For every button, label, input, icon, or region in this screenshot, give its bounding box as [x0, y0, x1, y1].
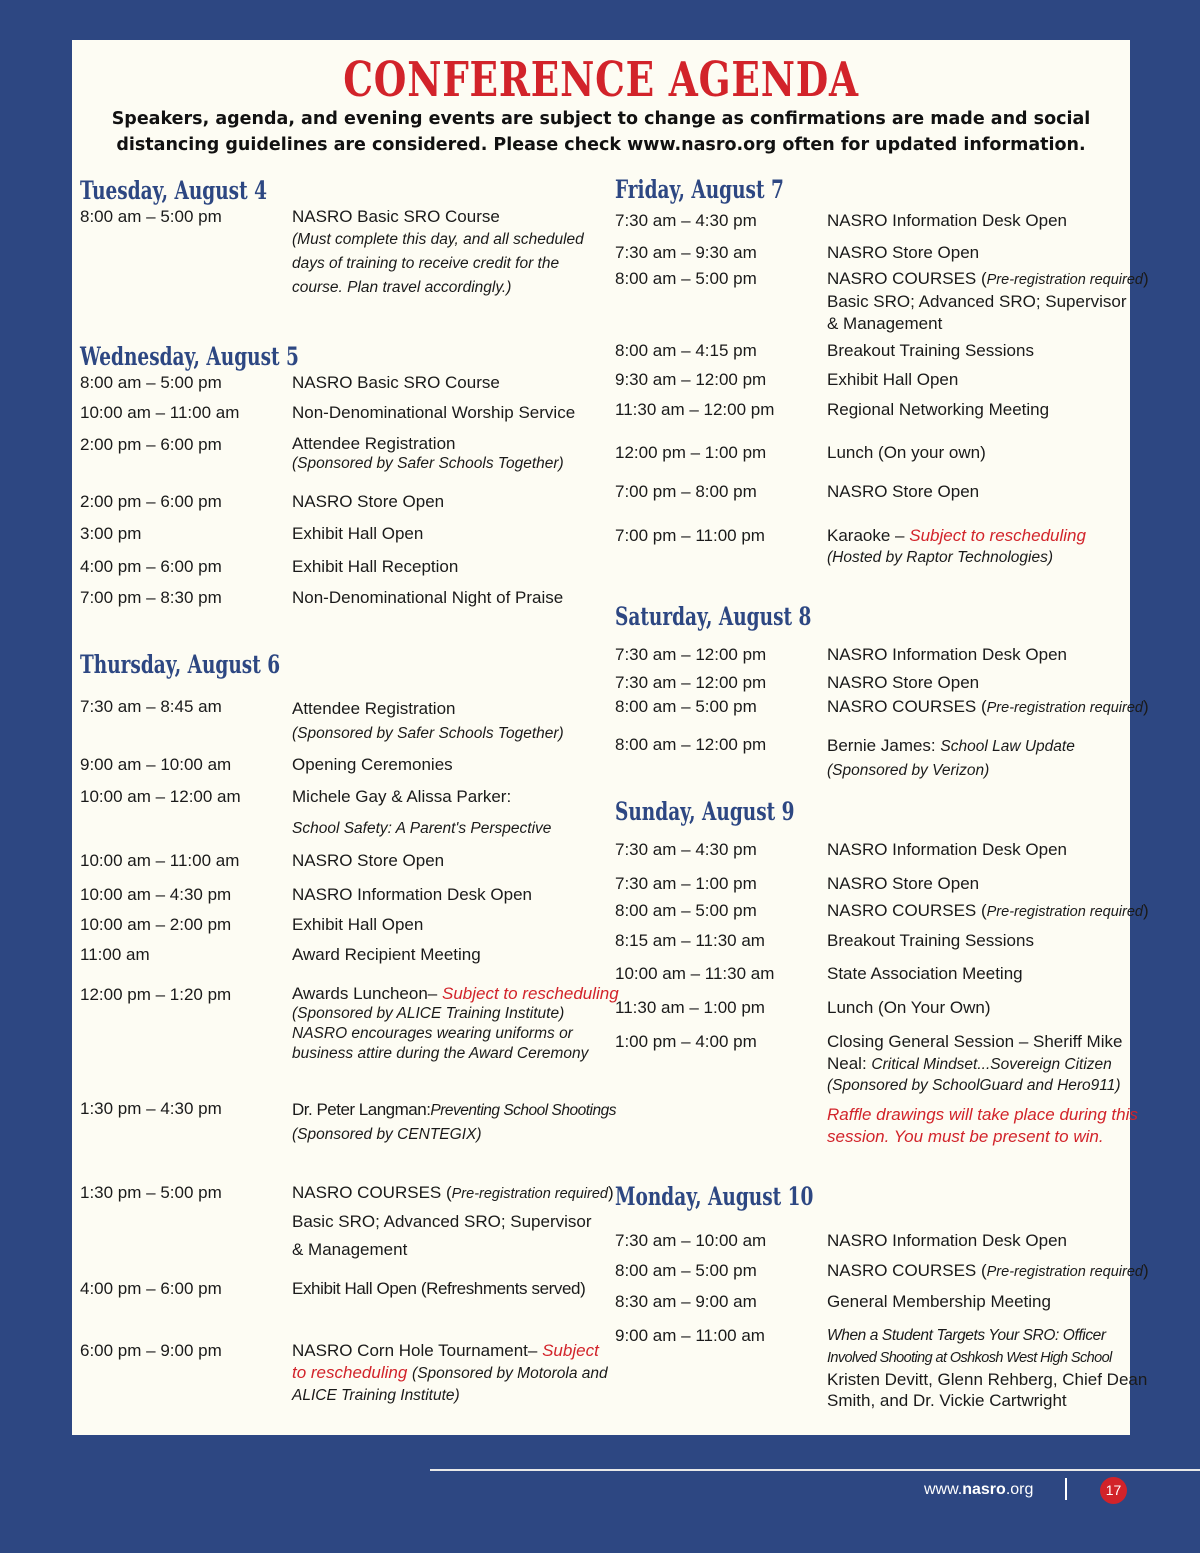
event-session: When a Student Targets Your SRO: Officer	[827, 1327, 1106, 1344]
event-time: 2:00 pm – 6:00 pm	[80, 435, 222, 454]
event-title	[292, 984, 619, 1004]
event-description	[292, 914, 592, 936]
event-time: 4:00 pm – 6:00 pm	[80, 557, 222, 576]
page-title: CONFERENCE AGENDA	[343, 52, 859, 108]
event-description	[827, 1031, 1138, 1148]
event-detail	[827, 1053, 1127, 1076]
event-description	[827, 268, 1149, 335]
event-description	[292, 402, 592, 424]
event-description	[292, 372, 592, 394]
event-title: Lunch (On your own)	[827, 443, 986, 462]
event-title: Non-Denominational Worship Service	[292, 403, 576, 422]
day-heading: Thursday, August 6	[80, 650, 281, 679]
event-lead-tail: )	[1143, 269, 1149, 288]
page-number: 17	[1100, 1477, 1127, 1504]
event-note: days of training to receive credit for the	[292, 255, 560, 272]
event-time: 7:30 am – 12:00 pm	[615, 645, 767, 664]
event-title: State Association Meeting	[827, 964, 1023, 983]
event-lead: Dr. Peter Langman:	[292, 1100, 431, 1119]
event-title: Exhibit Hall Open (Refreshments served)	[292, 1279, 586, 1298]
event-note: (Sponsored by Safer Schools Together)	[292, 455, 564, 472]
event-session: Pre-registration required	[451, 1186, 608, 1202]
event-time: 9:30 am – 12:00 pm	[615, 370, 767, 389]
subtitle-line: distancing guidelines are considered. Please check www.nasro.org often for updated information.	[116, 135, 1086, 155]
event-session: Pre-registration required	[986, 1264, 1143, 1280]
event-time: 7:30 am – 10:00 am	[615, 1231, 767, 1250]
subtitle-line: Speakers, agenda, and evening events are subject to change as confirmations are made and social	[111, 109, 1091, 129]
event-description	[827, 873, 1127, 895]
event-lead: Karaoke –	[827, 526, 905, 545]
day-heading: Saturday, August 8	[615, 602, 812, 631]
event-title: Exhibit Hall Open	[292, 524, 424, 543]
event-title: General Membership Meeting	[827, 1292, 1051, 1311]
event-time: 1:30 pm – 4:30 pm	[80, 1099, 222, 1118]
event-time: 12:00 pm – 1:00 pm	[615, 443, 767, 462]
event-time: 7:30 am – 8:45 am	[80, 697, 222, 716]
event-description	[292, 491, 592, 513]
event-note: course. Plan travel accordingly.)	[292, 279, 512, 296]
event-title: NASRO Store Open	[292, 851, 445, 870]
event-lead: NASRO COURSES (	[827, 697, 987, 716]
event-note: (Hosted by Raptor Technologies)	[827, 549, 1054, 566]
event-note	[292, 1362, 608, 1385]
event-session: Preventing School Shootings	[430, 1102, 616, 1119]
event-time: 4:00 pm – 6:00 pm	[80, 1279, 222, 1298]
event-title: NASRO Store Open	[292, 492, 445, 511]
event-title: NASRO Information Desk Open	[827, 211, 1067, 230]
event-description	[292, 1098, 616, 1147]
event-lead: NASRO COURSES (	[827, 901, 987, 920]
event-time: 8:00 am – 4:15 pm	[615, 341, 757, 360]
day-heading: Wednesday, August 5	[80, 342, 299, 371]
day-heading: Monday, August 10	[615, 1182, 814, 1211]
event-session: Pre-registration required	[986, 904, 1143, 920]
event-note: (Sponsored by SchoolGuard and Hero911)	[827, 1077, 1121, 1094]
event-time: 10:00 am – 11:00 am	[80, 851, 240, 870]
event-time: 7:30 am – 4:30 pm	[615, 840, 757, 859]
event-session: Pre-registration required	[986, 700, 1143, 716]
event-lead: Neal:	[827, 1054, 867, 1073]
footer-separator	[1065, 1478, 1067, 1500]
event-description	[292, 786, 592, 845]
event-title: NASRO Information Desk Open	[827, 645, 1067, 664]
event-title: Non-Denominational Night of Praise	[292, 588, 564, 607]
event-description	[827, 399, 1127, 421]
event-lead: NASRO COURSES (	[827, 1261, 987, 1280]
event-description	[292, 696, 592, 746]
event-title: NASRO Basic SRO Course	[292, 207, 500, 226]
event-title: Exhibit Hall Open	[292, 915, 424, 934]
event-title: Award Recipient Meeting	[292, 945, 481, 964]
event-description	[292, 523, 592, 545]
event-description	[827, 930, 1127, 952]
event-description	[827, 672, 1127, 694]
event-time: 3:00 pm	[80, 524, 142, 543]
event-time: 12:00 pm – 1:20 pm	[80, 985, 232, 1004]
event-description	[292, 850, 592, 872]
event-title: Closing General Session – Sheriff Mike	[827, 1032, 1123, 1051]
event-description	[827, 481, 1127, 503]
event-description	[827, 963, 1127, 985]
reschedule-note: Subject to rescheduling	[441, 984, 619, 1003]
event-lead: NASRO COURSES (	[292, 1183, 452, 1202]
event-title	[827, 525, 1127, 547]
event-note: (Sponsored by Safer Schools Together)	[292, 725, 564, 742]
event-title: Regional Networking Meeting	[827, 400, 1050, 419]
event-description	[827, 525, 1127, 569]
event-title: NASRO Basic SRO Course	[292, 373, 500, 392]
event-time: 10:00 am – 11:30 am	[615, 964, 775, 983]
event-title	[827, 734, 1127, 759]
event-sponsor: (Sponsored by Motorola and	[412, 1365, 608, 1382]
event-title: NASRO Store Open	[827, 874, 980, 893]
event-lead: NASRO Corn Hole Tournament–	[292, 1341, 538, 1360]
event-session: School Law Update	[940, 738, 1075, 755]
event-note: (Sponsored by ALICE Training Institute)	[292, 1005, 565, 1022]
event-time: 11:30 am – 1:00 pm	[615, 998, 765, 1017]
event-title: NASRO Store Open	[827, 673, 980, 692]
event-description	[292, 884, 592, 906]
event-time: 8:15 am – 11:30 am	[615, 931, 765, 950]
event-note: School Safety: A Parent's Perspective	[292, 820, 552, 837]
event-note: ALICE Training Institute)	[292, 1387, 460, 1404]
footer-url-prefix: www.	[924, 1481, 963, 1498]
event-description	[827, 1230, 1127, 1252]
footer-url-suffix: .org	[1005, 1481, 1034, 1498]
event-time: 7:30 am – 4:30 pm	[615, 211, 757, 230]
event-time: 8:00 am – 12:00 pm	[615, 735, 767, 754]
event-time: 7:30 am – 9:30 am	[615, 243, 757, 262]
event-time: 7:30 am – 1:00 pm	[615, 874, 757, 893]
event-title: Exhibit Hall Open	[827, 370, 959, 389]
event-detail: & Management	[827, 314, 943, 333]
event-title	[292, 1179, 614, 1208]
reschedule-note: Subject	[542, 1341, 599, 1360]
event-time: 7:00 pm – 8:30 pm	[80, 588, 222, 607]
event-description	[827, 734, 1127, 783]
event-time: 8:00 am – 5:00 pm	[615, 901, 757, 920]
event-title: Michele Gay & Alissa Parker:	[292, 787, 512, 806]
event-time: 8:00 am – 5:00 pm	[615, 1261, 757, 1280]
event-lead-tail: )	[608, 1183, 614, 1202]
event-title: NASRO Store Open	[827, 482, 980, 501]
event-description	[292, 1340, 608, 1407]
event-time: 7:00 pm – 11:00 pm	[615, 526, 765, 545]
event-detail: Basic SRO; Advanced SRO; Supervisor	[827, 292, 1127, 311]
event-lead-tail: )	[1143, 697, 1149, 716]
event-title: Attendee Registration	[292, 434, 456, 453]
subtitle	[102, 106, 1100, 158]
event-description	[827, 839, 1127, 861]
event-title	[827, 696, 1149, 719]
event-title: Lunch (On Your Own)	[827, 998, 991, 1017]
event-description	[292, 984, 619, 1064]
event-description	[292, 1278, 592, 1300]
event-title: Opening Ceremonies	[292, 755, 453, 774]
day-heading: Sunday, August 9	[615, 797, 795, 826]
raffle-note: session. You must be present to win.	[827, 1127, 1104, 1146]
event-description	[292, 1182, 614, 1264]
event-time: 11:30 am – 12:00 pm	[615, 400, 775, 419]
event-description	[827, 644, 1127, 666]
event-description	[292, 944, 592, 966]
event-time: 7:30 am – 12:00 pm	[615, 673, 767, 692]
event-title	[292, 1340, 599, 1362]
event-session: Critical Mindset...Sovereign Citizen	[871, 1056, 1112, 1073]
event-note: (Sponsored by CENTEGIX)	[292, 1126, 482, 1143]
event-title: NASRO Information Desk Open	[827, 1231, 1067, 1250]
event-title	[827, 1260, 1149, 1283]
event-detail: & Management	[292, 1240, 408, 1259]
agenda-page	[72, 40, 1149, 1435]
event-description	[827, 242, 1127, 264]
event-time: 8:00 am – 5:00 pm	[80, 207, 222, 226]
event-time: 9:00 am – 10:00 am	[80, 755, 232, 774]
event-title	[827, 900, 1149, 923]
event-lead-tail: )	[1143, 901, 1149, 920]
event-description	[827, 1325, 1148, 1411]
event-description	[292, 206, 592, 300]
event-lead-tail: )	[1143, 1261, 1149, 1280]
event-note: NASRO encourages wearing uniforms or	[292, 1025, 573, 1042]
event-description	[827, 1291, 1127, 1313]
event-time: 9:00 am – 11:00 am	[615, 1326, 765, 1345]
event-description	[292, 587, 592, 609]
event-description	[827, 340, 1127, 362]
day-heading: Tuesday, August 4	[80, 176, 267, 205]
event-note: (Must complete this day, and all scheduled	[292, 231, 584, 248]
footer-url[interactable]	[924, 1481, 1033, 1499]
event-time: 10:00 am – 2:00 pm	[80, 915, 232, 934]
event-description	[827, 369, 1127, 391]
event-session: Pre-registration required	[986, 272, 1143, 288]
event-time: 7:00 pm – 8:00 pm	[615, 482, 757, 501]
event-time: 1:00 pm – 4:00 pm	[615, 1032, 757, 1051]
event-note: (Sponsored by Verizon)	[827, 762, 990, 779]
event-title: NASRO Store Open	[827, 243, 980, 262]
event-time: 10:00 am – 12:00 am	[80, 787, 241, 806]
event-description	[827, 210, 1127, 232]
event-title: Breakout Training Sessions	[827, 341, 1034, 360]
event-description	[292, 754, 592, 776]
reschedule-note: Subject to rescheduling	[909, 526, 1086, 545]
event-time: 10:00 am – 11:00 am	[80, 403, 240, 422]
event-description	[292, 556, 592, 578]
event-lead: Awards Luncheon–	[292, 984, 438, 1003]
event-title: NASRO Information Desk Open	[292, 885, 532, 904]
event-title	[292, 1098, 616, 1123]
event-session: Involved Shooting at Oshkosh West High School	[827, 1350, 1112, 1366]
event-description	[827, 997, 1127, 1019]
reschedule-note: to rescheduling	[292, 1363, 408, 1382]
event-detail: Smith, and Dr. Vickie Cartwright	[827, 1391, 1067, 1410]
event-time: 11:00 am	[80, 945, 150, 964]
event-title: NASRO Information Desk Open	[827, 840, 1067, 859]
event-time: 1:30 pm – 5:00 pm	[80, 1183, 222, 1202]
raffle-note: Raffle drawings will take place during this	[827, 1105, 1138, 1124]
event-time: 6:00 pm – 9:00 pm	[80, 1341, 222, 1360]
event-description	[827, 1260, 1149, 1283]
event-lead: Bernie James:	[827, 736, 936, 755]
event-title: Attendee Registration	[292, 699, 456, 718]
event-description	[827, 696, 1149, 719]
event-time: 8:00 am – 5:00 pm	[80, 373, 222, 392]
event-title: Exhibit Hall Reception	[292, 557, 459, 576]
event-detail: Basic SRO; Advanced SRO; Supervisor	[292, 1212, 592, 1231]
day-heading: Friday, August 7	[615, 175, 784, 204]
event-time: 8:00 am – 5:00 pm	[615, 269, 757, 288]
event-time: 8:30 am – 9:00 am	[615, 1292, 757, 1311]
footer-url-domain: nasro	[962, 1481, 1006, 1498]
event-time: 10:00 am – 4:30 pm	[80, 885, 232, 904]
event-detail: Kristen Devitt, Glenn Rehberg, Chief Dean	[827, 1370, 1148, 1389]
event-note: business attire during the Award Ceremony	[292, 1045, 589, 1062]
event-time: 2:00 pm – 6:00 pm	[80, 492, 222, 511]
event-time: 8:00 am – 5:00 pm	[615, 697, 757, 716]
event-title	[827, 268, 1149, 291]
event-description	[827, 442, 1127, 464]
footer-divider	[430, 1469, 1200, 1471]
event-description	[827, 900, 1149, 923]
event-description	[292, 434, 592, 474]
event-lead: NASRO COURSES (	[827, 269, 987, 288]
event-title: Breakout Training Sessions	[827, 931, 1034, 950]
